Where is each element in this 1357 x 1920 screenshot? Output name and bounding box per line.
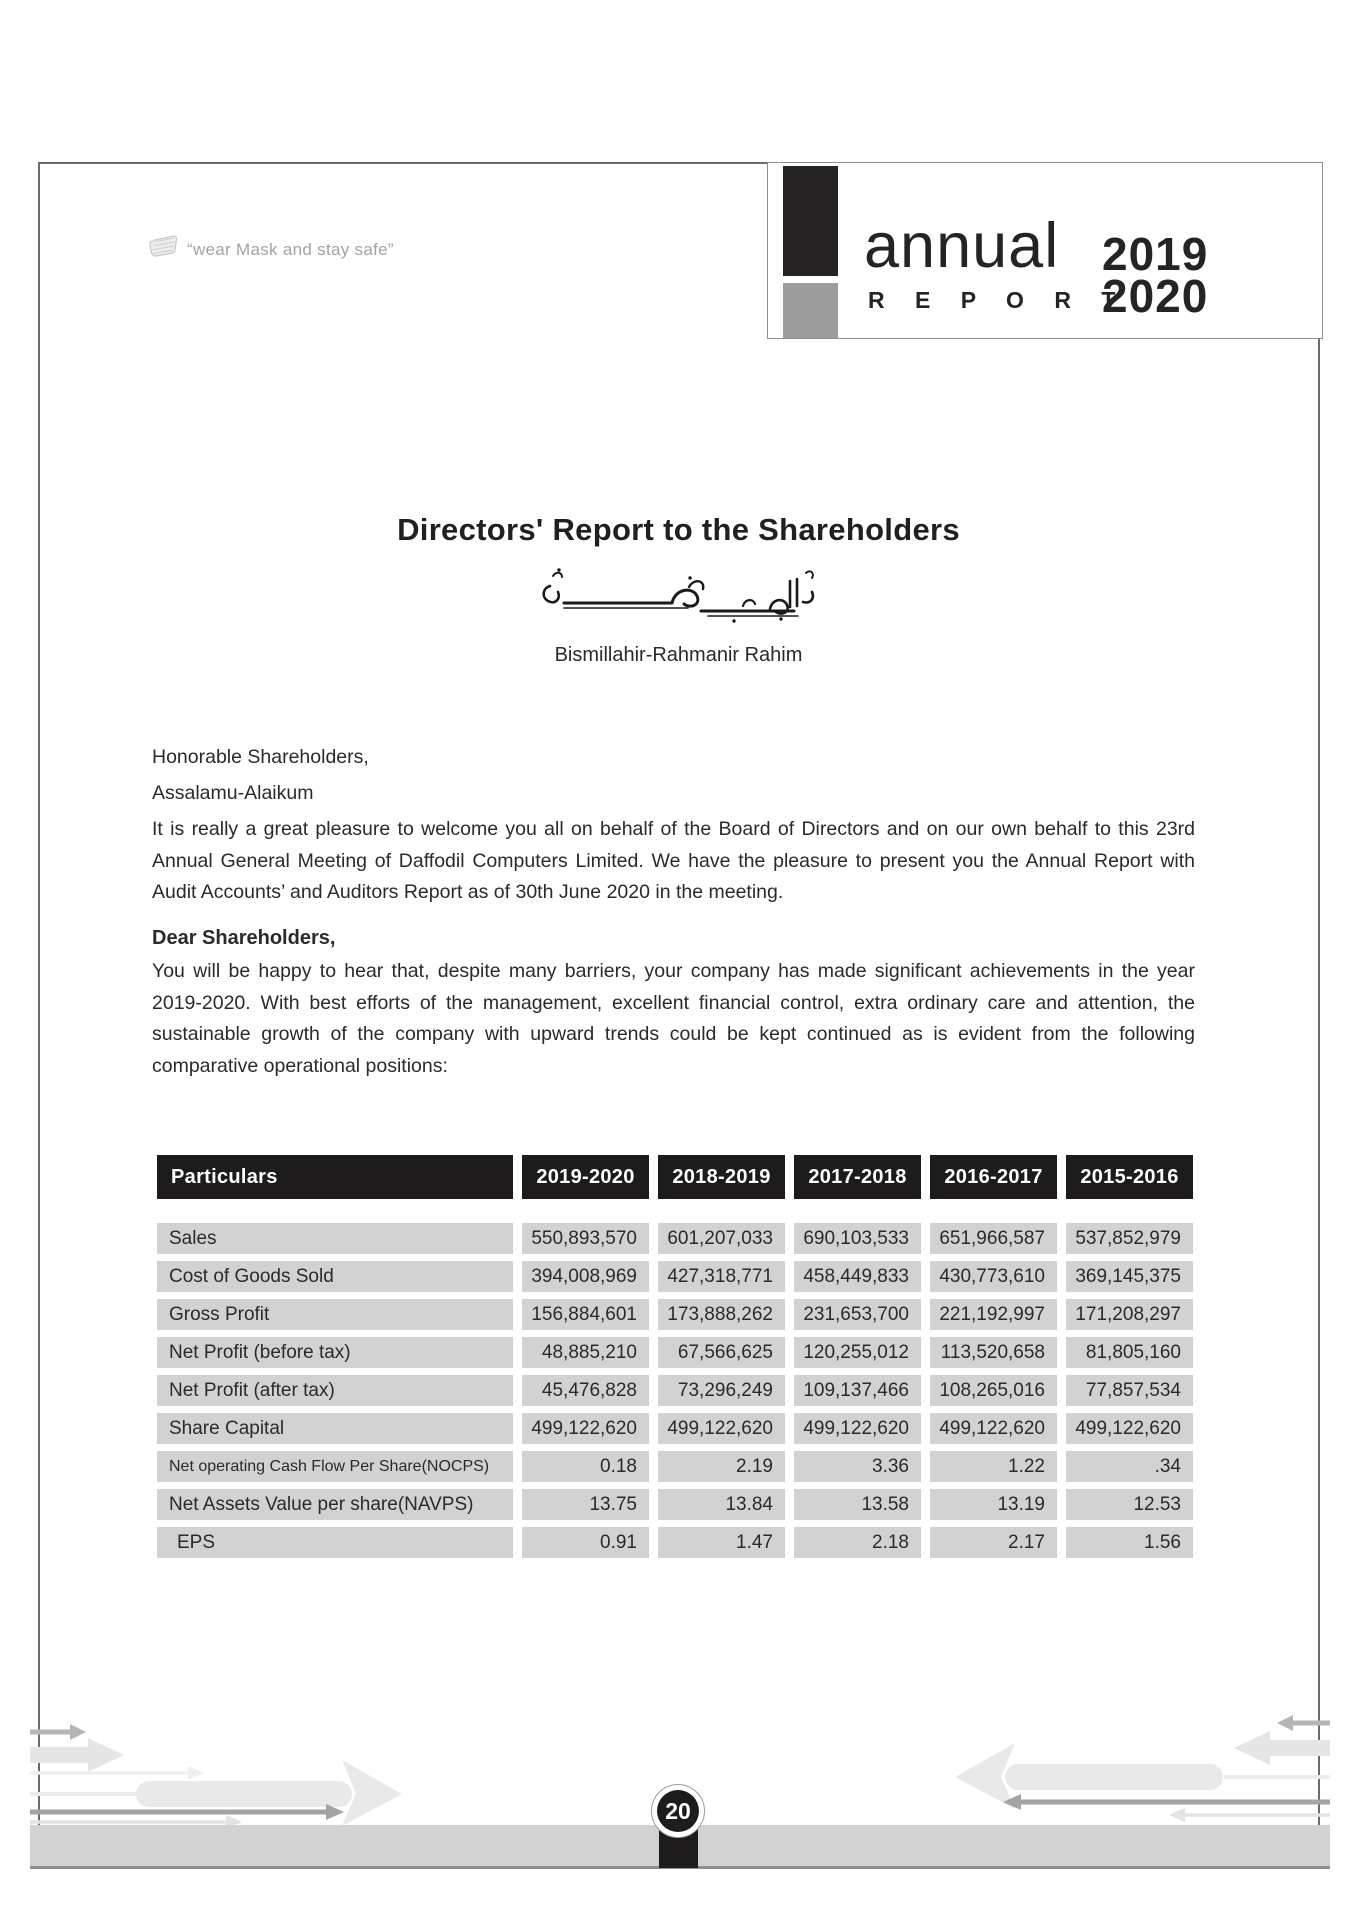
table-cell: 1.56 — [1066, 1527, 1193, 1558]
logo-year-bottom: 2020 — [1102, 270, 1209, 323]
table-cell: 0.18 — [522, 1451, 649, 1482]
column-header-particulars: Particulars — [157, 1155, 513, 1199]
column-header-2017-2018: 2017-2018 — [794, 1155, 921, 1199]
table-cell: 394,008,969 — [522, 1261, 649, 1292]
dear-shareholders-heading: Dear Shareholders, — [152, 927, 336, 949]
table-cell: 156,884,601 — [522, 1299, 649, 1330]
table-row-cogs — [157, 1261, 1193, 1292]
table-cell: 13.75 — [522, 1489, 649, 1520]
table-cell: 550,893,570 — [522, 1223, 649, 1254]
table-row-nocps — [157, 1451, 1193, 1482]
table-cell: 0.91 — [522, 1527, 649, 1558]
page-title: Directors' Report to the Shareholders — [397, 512, 960, 547]
table-cell: 173,888,262 — [658, 1299, 785, 1330]
logo-black-bar — [783, 166, 838, 276]
greeting-text: Assalamu-Alaikum — [152, 782, 314, 804]
mask-note — [147, 233, 394, 266]
column-header-2016-2017: 2016-2017 — [930, 1155, 1057, 1199]
table-cell: 3.36 — [794, 1451, 921, 1482]
row-label: Net operating Cash Flow Per Share(NOCPS) — [157, 1451, 513, 1482]
table-row-gross-profit — [157, 1299, 1193, 1330]
intro-paragraph: It is really a great pleasure to welcome you all on behalf of the Board of Directors and on our own behalf to this 23rd Annual General Meeting of Daffodil Computers Limited. We have the pleasure to present you the Annual Report with Audit Accounts’ and Auditors Report as of 30th June 2020 in the meeting. — [152, 818, 1195, 904]
table-cell: 2.17 — [930, 1527, 1057, 1558]
column-header-2019-2020: 2019-2020 — [522, 1155, 649, 1199]
table-cell: 1.47 — [658, 1527, 785, 1558]
logo-word-report: R E P O R T — [868, 287, 1128, 313]
table-cell: 430,773,610 — [930, 1261, 1057, 1292]
row-label: Gross Profit — [157, 1299, 513, 1330]
table-cell: 651,966,587 — [930, 1223, 1057, 1254]
row-label: Net Assets Value per share(NAVPS) — [157, 1489, 513, 1520]
table-cell: 499,122,620 — [930, 1413, 1057, 1444]
logo-word-annual: annual — [864, 211, 1060, 281]
table-cell: 13.19 — [930, 1489, 1057, 1520]
footer-arrows-left-icon — [30, 1715, 440, 1832]
row-label: Cost of Goods Sold — [157, 1261, 513, 1292]
table-cell: 45,476,828 — [522, 1375, 649, 1406]
table-cell: 427,318,771 — [658, 1261, 785, 1292]
table-cell: 690,103,533 — [794, 1223, 921, 1254]
table-cell: 13.84 — [658, 1489, 785, 1520]
annual-report-logo — [767, 162, 1323, 339]
bismillah-transliteration: Bismillahir-Rahmanir Rahim — [554, 644, 803, 666]
table-cell: 109,137,466 — [794, 1375, 921, 1406]
table-cell: 499,122,620 — [1066, 1413, 1193, 1444]
row-label: Share Capital — [157, 1413, 513, 1444]
table-cell: .34 — [1066, 1451, 1193, 1482]
logo-year-top: 2019 — [1102, 228, 1209, 280]
table-cell: 77,857,534 — [1066, 1375, 1193, 1406]
table-cell: 171,208,297 — [1066, 1299, 1193, 1330]
table-cell: 81,805,160 — [1066, 1337, 1193, 1368]
table-cell: 2.18 — [794, 1527, 921, 1558]
row-label: Net Profit (after tax) — [157, 1375, 513, 1406]
table-row-net-profit-after-tax — [157, 1375, 1193, 1406]
table-cell: 48,885,210 — [522, 1337, 649, 1368]
column-header-2018-2019: 2018-2019 — [658, 1155, 785, 1199]
column-header-2015-2016: 2015-2016 — [1066, 1155, 1193, 1199]
table-cell: 458,449,833 — [794, 1261, 921, 1292]
table-cell: 231,653,700 — [794, 1299, 921, 1330]
table-cell: 73,296,249 — [658, 1375, 785, 1406]
table-cell: 13.58 — [794, 1489, 921, 1520]
table-cell: 221,192,997 — [930, 1299, 1057, 1330]
achievements-paragraph: You will be happy to hear that, despite many barriers, your company has made significant achievements in the year 2019-2020. With best efforts of the management, excellent financial control, extra ordinary care and attention, the sustainable growth of the company with upward trends could be kept continued as is evident from the following comparative operational positions: — [152, 960, 1195, 1077]
table-row-eps — [157, 1527, 1193, 1558]
mask-note-text: “wear Mask and stay safe” — [187, 239, 394, 259]
table-cell: 1.22 — [930, 1451, 1057, 1482]
table-cell: 120,255,012 — [794, 1337, 921, 1368]
footer-arrows-right-icon — [953, 1712, 1330, 1829]
table-cell: 113,520,658 — [930, 1337, 1057, 1368]
bismillah-calligraphy-icon — [538, 566, 820, 630]
salutation-text: Honorable Shareholders, — [152, 746, 369, 768]
table-cell: 499,122,620 — [658, 1413, 785, 1444]
table-cell: 108,265,016 — [930, 1375, 1057, 1406]
table-cell: 499,122,620 — [522, 1413, 649, 1444]
face-mask-icon — [147, 233, 179, 266]
table-cell: 601,207,033 — [658, 1223, 785, 1254]
table-row-sales — [157, 1223, 1193, 1254]
table-cell: 499,122,620 — [794, 1413, 921, 1444]
page-number: 20 — [657, 1790, 699, 1832]
table-cell: 537,852,979 — [1066, 1223, 1193, 1254]
row-label: EPS — [157, 1527, 513, 1558]
table-cell: 67,566,625 — [658, 1337, 785, 1368]
table-cell: 2.19 — [658, 1451, 785, 1482]
row-label: Net Profit (before tax) — [157, 1337, 513, 1368]
logo-years — [1102, 228, 1209, 323]
table-cell: 12.53 — [1066, 1489, 1193, 1520]
table-row-navps — [157, 1489, 1193, 1520]
table-row-share-capital — [157, 1413, 1193, 1444]
logo-gray-square — [783, 283, 838, 338]
table-header-row — [157, 1155, 1193, 1199]
financial-comparison-table — [157, 1155, 1193, 1565]
row-label: Sales — [157, 1223, 513, 1254]
table-row-net-profit-before-tax — [157, 1337, 1193, 1368]
table-cell: 369,145,375 — [1066, 1261, 1193, 1292]
page-number-badge — [651, 1784, 705, 1838]
